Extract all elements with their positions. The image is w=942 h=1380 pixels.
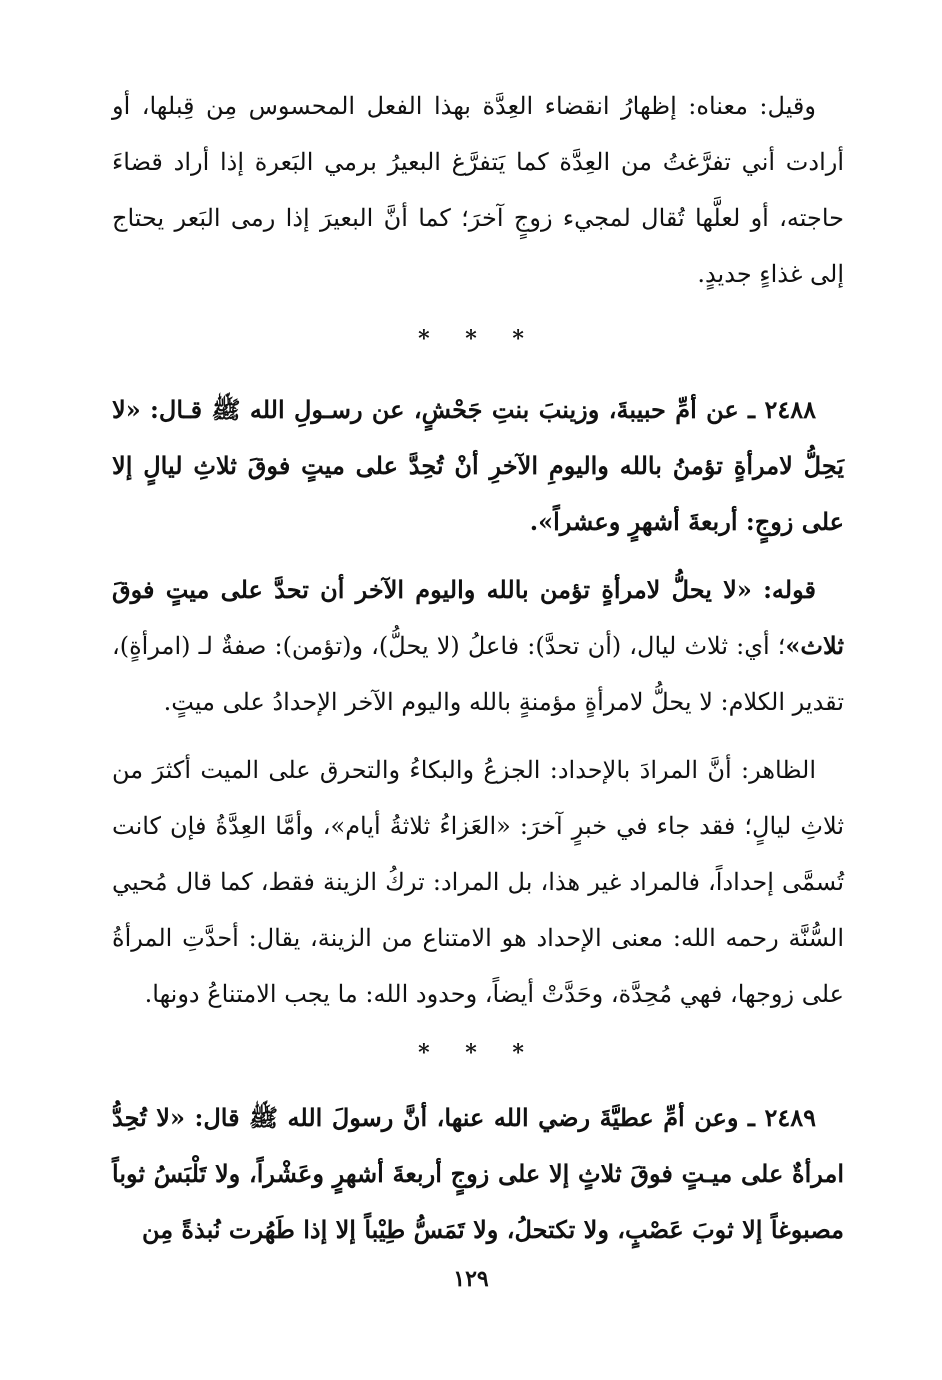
section-separator-1: * * * — [418, 326, 538, 352]
section-separator-2: * * * — [418, 1040, 538, 1066]
page-number: ١٢٩ — [453, 1266, 489, 1292]
hadith-2489: ٢٤٨٩ ـ وعن أمِّ عطيَّةَ رضي الله عنها، أنَّ رسولَ الله ﷺ قال: «لا تُحِدُّ امرأةٌ على ميـتٍ فوقَ ثلاثٍ إلا على زوجٍ أربعةَ أشهرٍ وعَشْراً، ولا تَلْبَسُ ثوباً مصبوغاً إلا ثوبَ عَصْبٍ، ولا تكتحلُ، ولا تَمَسُّ طِيْباً إلا إذا طَهُرت نُبذةً مِن — [112, 1103, 844, 1244]
page-body — [112, 78, 844, 1258]
quoted-hadith-text: قوله: «لا يحلُّ لامرأةٍ تؤمن بالله واليوم الآخر أن تحدَّ على ميتٍ فوقَ ثلاث» — [112, 575, 844, 660]
paragraph-gap — [112, 730, 844, 742]
commentary-paragraph-3: الظاهر: أنَّ المرادَ بالإحداد: الجزعُ والبكاءُ والتحرق على الميت أكثرَ من ثلاثِ ليالٍ؛ فقد جاء في خبرٍ آخرَ: «العَزاءُ ثلاثةُ أيام»، وأمَّا العِدَّةُ فإن كانت تُسمَّى إحداداً، فالمراد غير هذا، بل المراد: تركُ الزينة فقط، كما قال مُحيي السُّنَّة رحمه الله: معنى الإحداد هو الامتناع من الزينة، يقال: أحدَّتِ المرأةُ على زوجها، فهي مُحِدَّة، وحَدَّتْ أيضاً، وحدود الله: ما يجب الامتناعُ دونها. — [112, 756, 844, 1008]
hadith-2488: ٢٤٨٨ ـ عن أمِّ حبيبةَ، وزينبَ بنتِ جَحْشٍ، عن رسـولِ الله ﷺ قـال: «لا يَحِلُّ لامرأةٍ تؤمنُ بالله واليومِ الآخرِ أنْ تُحِدَّ على ميتٍ فوقَ ثلاثِ ليالٍ إلا على زوجٍ: أربعةَ أشهرٍ وعشراً». — [112, 395, 844, 536]
commentary-paragraph-2 — [112, 562, 844, 730]
paragraph-gap — [112, 550, 844, 562]
commentary-explanation: ؛ أي: ثلاث ليال، (أن تحدَّ): فاعلُ (لا يحلُّ)، و(تؤمن): صفةٌ لـ (امرأةٍ)، تقدير الكلام: لا يحلُّ لامرأةٍ مؤمنةٍ بالله واليوم الآخر الإحدادُ على ميتٍ. — [112, 632, 844, 716]
commentary-paragraph-1: وقيل: معناه: إظهارُ انقضاء العِدَّة بهذا الفعل المحسوس مِن قِبلها، أو أرادت أني تفرَّغتُ من العِدَّة كما يَتفرَّغ البعيرُ برمي البَعرة إذا أراد قضاءَ حاجته، أو لعلَّها تُقال لمجيء زوجٍ آخرَ؛ كما أنَّ البعيرَ إذا رمى البَعر يحتاج إلى غذاءٍ جديدٍ. — [112, 92, 844, 288]
